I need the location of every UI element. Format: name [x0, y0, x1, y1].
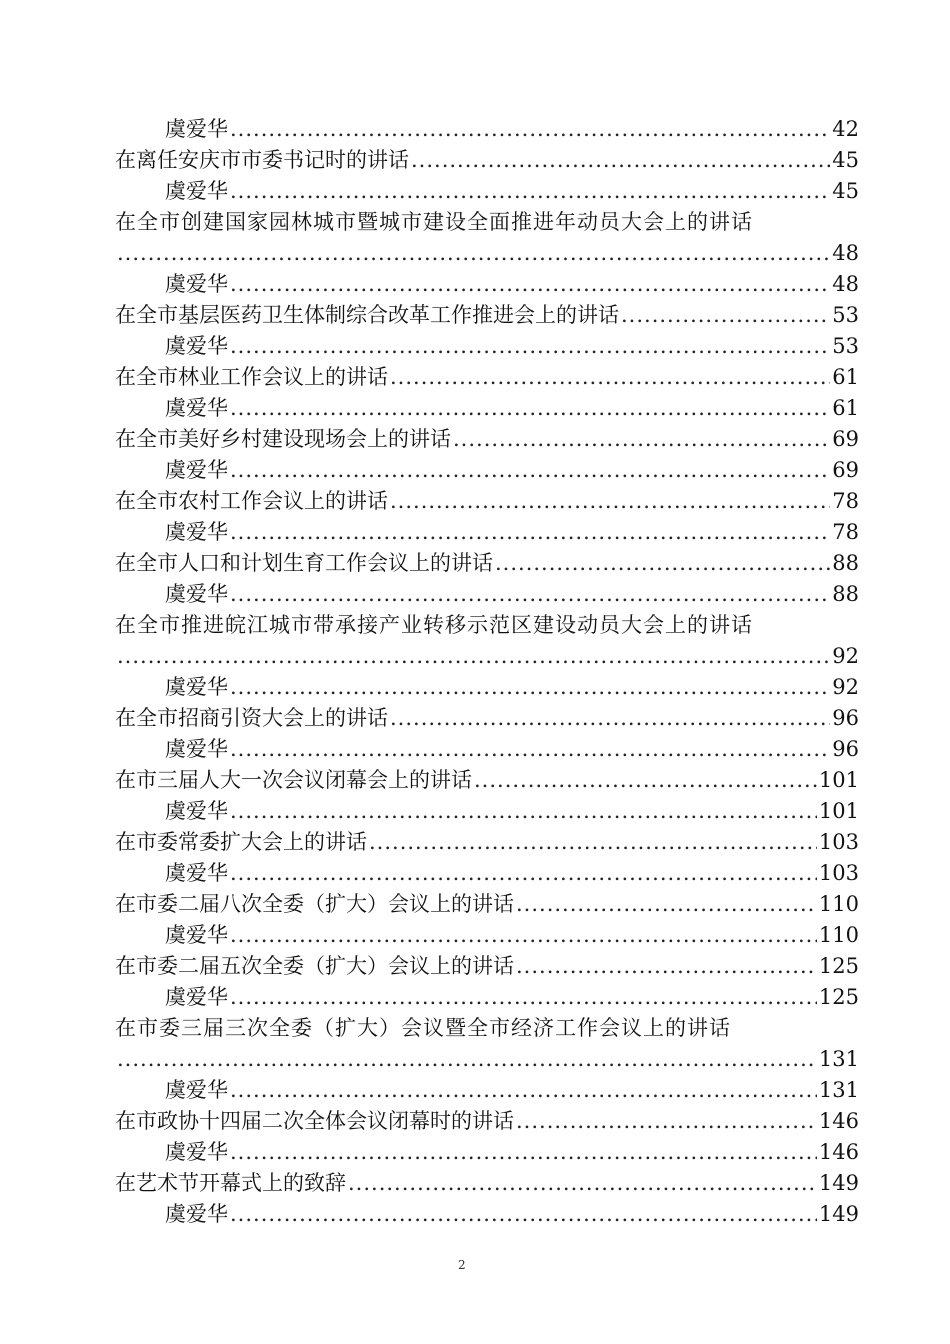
toc-entry-title: 在艺术节开幕式上的致辞: [115, 1171, 346, 1195]
dot-leader: [230, 393, 830, 424]
toc-page-number: 69: [832, 427, 859, 451]
dot-leader: [495, 548, 830, 579]
dot-leader: [230, 269, 830, 300]
toc-entry[interactable]: [115, 827, 859, 858]
toc-author-name: 虞爱华: [165, 396, 228, 420]
toc-author-name: 虞爱华: [165, 520, 228, 544]
toc-entry-title: 在全市人口和计划生育工作会议上的讲话: [115, 551, 493, 575]
toc-entry-leader-row[interactable]: [115, 641, 859, 672]
toc-page-number: 53: [832, 303, 859, 327]
toc-page-number: 48: [832, 272, 859, 296]
toc-author-entry[interactable]: [115, 393, 859, 424]
toc-page-number: 110: [818, 923, 859, 947]
toc-author-entry[interactable]: [115, 1075, 859, 1106]
dot-leader: [230, 176, 830, 207]
toc-page-number: 45: [832, 179, 859, 203]
table-of-contents: [115, 114, 859, 1230]
toc-page-number: 149: [818, 1171, 859, 1195]
toc-entry[interactable]: [115, 548, 859, 579]
toc-page-number: 61: [832, 396, 859, 420]
dot-leader: [230, 734, 830, 765]
toc-author-name: 虞爱华: [165, 861, 228, 885]
toc-author-entry[interactable]: [115, 579, 859, 610]
dot-leader: [516, 889, 817, 920]
dot-leader: [390, 362, 830, 393]
dot-leader: [230, 982, 817, 1013]
toc-entry-title: 在市委常委扩大会上的讲话: [115, 830, 367, 854]
toc-author-entry[interactable]: [115, 858, 859, 889]
toc-author-entry[interactable]: [115, 176, 859, 207]
dot-leader: [411, 145, 830, 176]
toc-author-entry[interactable]: [115, 734, 859, 765]
toc-entry[interactable]: [115, 889, 859, 920]
dot-leader: [230, 579, 830, 610]
toc-entry[interactable]: [115, 1168, 859, 1199]
toc-entry-title: 在市委二届五次全委（扩大）会议上的讲话: [115, 954, 514, 978]
dot-leader: [230, 858, 817, 889]
dot-leader: [390, 486, 830, 517]
toc-entry-title: 在全市基层医药卫生体制综合改革工作推进会上的讲话: [115, 303, 619, 327]
dot-leader: [369, 827, 817, 858]
toc-author-name: 虞爱华: [165, 675, 228, 699]
dot-leader: [516, 1106, 817, 1137]
toc-page-number: 53: [832, 334, 859, 358]
dot-leader: [230, 672, 830, 703]
toc-author-entry[interactable]: [115, 796, 859, 827]
toc-entry-title: 在离任安庆市市委书记时的讲话: [115, 148, 409, 172]
toc-author-entry[interactable]: [115, 269, 859, 300]
toc-entry[interactable]: [115, 300, 859, 331]
toc-page-number: 110: [818, 892, 859, 916]
dot-leader: [230, 517, 830, 548]
toc-author-name: 虞爱华: [165, 1140, 228, 1164]
toc-author-name: 虞爱华: [165, 923, 228, 947]
dot-leader: [621, 300, 830, 331]
dot-leader: [474, 765, 817, 796]
toc-page-number: 131: [818, 1047, 859, 1071]
toc-entry-title: 在市三届人大一次会议闭幕会上的讲话: [115, 768, 472, 792]
toc-author-entry[interactable]: [115, 1137, 859, 1168]
toc-page-number: 88: [832, 582, 859, 606]
toc-page-number: 45: [832, 148, 859, 172]
toc-entry[interactable]: [115, 765, 859, 796]
toc-page-number: 96: [832, 706, 859, 730]
dot-leader: [453, 424, 830, 455]
toc-entry[interactable]: [115, 145, 859, 176]
toc-page-number: 103: [818, 830, 859, 854]
toc-page-number: 42: [832, 117, 859, 141]
toc-page-number: 96: [832, 737, 859, 761]
toc-page-number: 61: [832, 365, 859, 389]
toc-page-number: 101: [818, 768, 859, 792]
toc-author-name: 虞爱华: [165, 272, 228, 296]
page-number: 2: [458, 1258, 466, 1272]
toc-page-number: 92: [832, 644, 859, 668]
dot-leader: [230, 1199, 817, 1230]
dot-leader: [230, 331, 830, 362]
toc-author-name: 虞爱华: [165, 799, 228, 823]
toc-entry-leader-row[interactable]: [115, 1044, 859, 1075]
toc-author-entry[interactable]: [115, 1199, 859, 1230]
dot-leader: [230, 1137, 817, 1168]
toc-entry-title: 在市委二届八次全委（扩大）会议上的讲话: [115, 892, 514, 916]
toc-author-name: 虞爱华: [165, 1078, 228, 1102]
toc-page-number: 146: [818, 1109, 859, 1133]
toc-page-number: 69: [832, 458, 859, 482]
toc-author-entry[interactable]: [115, 982, 859, 1013]
toc-page-number: 125: [818, 954, 859, 978]
toc-author-name: 虞爱华: [165, 117, 228, 141]
toc-entry-title: 在全市美好乡村建设现场会上的讲话: [115, 427, 451, 451]
toc-entry[interactable]: [115, 951, 859, 982]
dot-leader: [230, 920, 817, 951]
toc-author-name: 虞爱华: [165, 985, 228, 1009]
toc-entry-title[interactable]: 在市委三届三次全委（扩大）会议暨全市经济工作会议上的讲话: [115, 1016, 731, 1040]
toc-entry-title: 在全市林业工作会议上的讲话: [115, 365, 388, 389]
toc-page-number: 78: [832, 520, 859, 544]
toc-page-number: 149: [818, 1202, 859, 1226]
toc-entry[interactable]: [115, 424, 859, 455]
dot-leader: [390, 703, 830, 734]
dot-leader: [117, 641, 830, 672]
toc-entry-title[interactable]: 在全市创建国家园林城市暨城市建设全面推进年动员大会上的讲话: [115, 210, 753, 234]
dot-leader: [348, 1168, 817, 1199]
toc-author-name: 虞爱华: [165, 1202, 228, 1226]
toc-author-name: 虞爱华: [165, 458, 228, 482]
toc-page-number: 88: [832, 551, 859, 575]
toc-author-entry[interactable]: [115, 331, 859, 362]
dot-leader: [230, 455, 830, 486]
toc-author-name: 虞爱华: [165, 334, 228, 358]
toc-entry-title[interactable]: 在全市推进皖江城市带承接产业转移示范区建设动员大会上的讲话: [115, 613, 753, 637]
dot-leader: [516, 951, 817, 982]
toc-entry[interactable]: [115, 1106, 859, 1137]
toc-author-entry[interactable]: [115, 455, 859, 486]
toc-page-number: 92: [832, 675, 859, 699]
toc-author-name: 虞爱华: [165, 737, 228, 761]
toc-page-number: 78: [832, 489, 859, 513]
toc-page-number: 48: [832, 241, 859, 265]
toc-author-entry[interactable]: [115, 517, 859, 548]
dot-leader: [117, 238, 830, 269]
toc-author-name: 虞爱华: [165, 582, 228, 606]
toc-entry[interactable]: [115, 703, 859, 734]
toc-entry[interactable]: [115, 486, 859, 517]
toc-author-name: 虞爱华: [165, 179, 228, 203]
dot-leader: [230, 1075, 817, 1106]
toc-page-number: 103: [818, 861, 859, 885]
toc-entry-title: 在市政协十四届二次全体会议闭幕时的讲话: [115, 1109, 514, 1133]
toc-entry-title: 在全市农村工作会议上的讲话: [115, 489, 388, 513]
toc-author-entry[interactable]: [115, 920, 859, 951]
dot-leader: [230, 796, 817, 827]
toc-page-number: 101: [818, 799, 859, 823]
toc-entry-title: 在全市招商引资大会上的讲话: [115, 706, 388, 730]
toc-page-number: 125: [818, 985, 859, 1009]
toc-page-number: 146: [818, 1140, 859, 1164]
toc-entry-leader-row[interactable]: [115, 238, 859, 269]
toc-entry[interactable]: [115, 362, 859, 393]
toc-author-entry[interactable]: [115, 672, 859, 703]
toc-page-number: 131: [818, 1078, 859, 1102]
toc-author-entry[interactable]: [115, 114, 859, 145]
dot-leader: [117, 1044, 817, 1075]
dot-leader: [230, 114, 830, 145]
